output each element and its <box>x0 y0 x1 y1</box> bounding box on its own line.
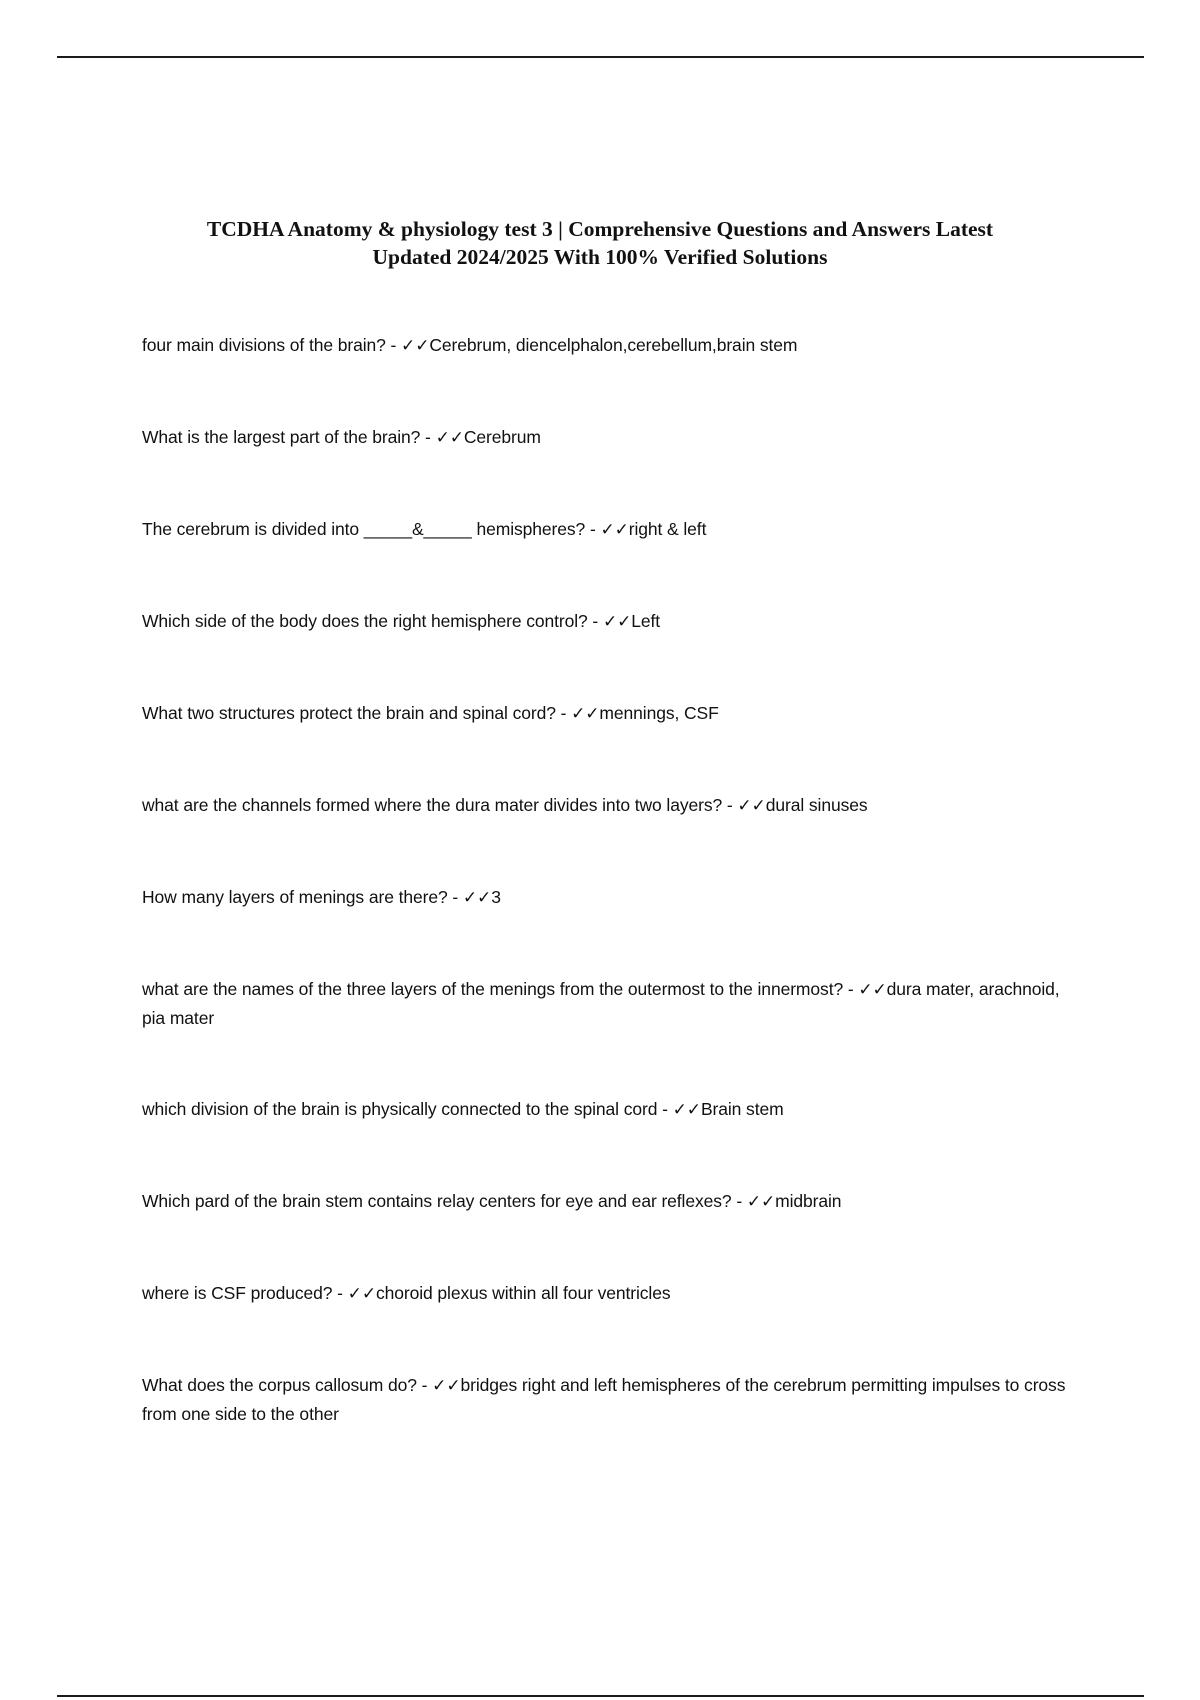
separator: - <box>416 1375 433 1395</box>
double-check-icon: ✓✓ <box>602 612 632 632</box>
double-check-icon: ✓✓ <box>571 704 600 724</box>
qa-item <box>142 699 1072 728</box>
qa-item <box>142 1279 1072 1308</box>
answer-text: bridges right and left hemispheres of the cerebrum permitting impulses to cross from one side to the other <box>142 1375 1066 1424</box>
title-line-1: TCDHA Anatomy & physiology test 3 | Comprehensive Questions and Answers Latest <box>206 217 994 241</box>
answer-text: Left <box>631 611 661 631</box>
separator: - <box>420 427 436 447</box>
top-divider <box>57 56 1144 58</box>
double-check-icon: ✓✓ <box>600 520 629 540</box>
qa-item <box>142 331 1072 360</box>
answer-text: mennings, CSF <box>599 703 719 723</box>
qa-item <box>142 423 1072 452</box>
question-text: How many layers of menings are there? <box>142 887 448 907</box>
qa-item <box>142 975 1072 1032</box>
answer-text: midbrain <box>775 1191 842 1211</box>
double-check-icon: ✓✓ <box>746 1192 776 1212</box>
double-check-icon: ✓✓ <box>737 796 766 816</box>
question-text: where is CSF produced? <box>142 1283 333 1303</box>
answer-text: right & left <box>628 519 707 539</box>
qa-item <box>142 515 1072 544</box>
separator: - <box>332 1283 348 1303</box>
qa-item <box>142 1095 1072 1124</box>
question-text: What two structures protect the brain and spinal cord? <box>142 703 556 723</box>
separator: - <box>555 703 572 723</box>
separator: - <box>447 887 463 907</box>
qa-item <box>142 1187 1072 1216</box>
qa-list <box>142 331 1072 1491</box>
question-text: What does the corpus callosum do? <box>142 1375 417 1395</box>
qa-item <box>142 883 1072 912</box>
question-text: The cerebrum is divided into _____&_____ hemispheres? <box>142 519 586 539</box>
answer-text: 3 <box>491 887 501 907</box>
question-text: which division of the brain is physically connected to the spinal cord <box>142 1099 658 1119</box>
answer-text: Cerebrum, diencelphalon,cerebellum,brain stem <box>429 335 798 355</box>
separator: - <box>722 795 738 815</box>
title-line-2: Updated 2024/2025 With 100% Verified Solutions <box>372 245 828 269</box>
question-text: what are the names of the three layers of the menings from the outermost to the innermost? <box>142 979 844 999</box>
question-text: four main divisions of the brain? <box>142 335 386 355</box>
answer-text: Cerebrum <box>463 427 541 447</box>
separator: - <box>585 519 601 539</box>
qa-item <box>142 1371 1072 1428</box>
separator: - <box>587 611 603 631</box>
question-text: what are the channels formed where the dura mater divides into two layers? <box>142 795 723 815</box>
separator: - <box>657 1099 673 1119</box>
question-text: What is the largest part of the brain? <box>142 427 421 447</box>
double-check-icon: ✓✓ <box>858 980 887 1000</box>
answer-text: choroid plexus within all four ventricles <box>375 1283 671 1303</box>
double-check-icon: ✓✓ <box>672 1100 701 1120</box>
double-check-icon: ✓✓ <box>432 1376 461 1396</box>
separator: - <box>385 335 402 355</box>
question-text: Which pard of the brain stem contains relay centers for eye and ear reflexes? <box>142 1191 732 1211</box>
double-check-icon: ✓✓ <box>435 428 464 448</box>
double-check-icon: ✓✓ <box>401 336 430 356</box>
answer-text: Brain stem <box>700 1099 784 1119</box>
bottom-divider <box>57 1695 1144 1697</box>
qa-item <box>142 607 1072 636</box>
document-title <box>100 215 1100 271</box>
double-check-icon: ✓✓ <box>462 888 492 908</box>
qa-item <box>142 791 1072 820</box>
answer-text: dural sinuses <box>765 795 868 815</box>
double-check-icon: ✓✓ <box>347 1284 376 1304</box>
answer-text: dura mater, arachnoid, pia mater <box>142 979 1060 1028</box>
separator: - <box>731 1191 747 1211</box>
question-text: Which side of the body does the right hemisphere control? <box>142 611 588 631</box>
separator: - <box>843 979 859 999</box>
